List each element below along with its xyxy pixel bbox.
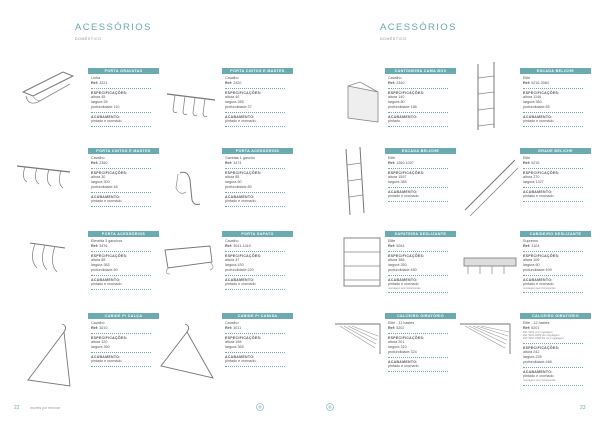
spec-value: largura 80 [388,99,405,104]
divider [225,168,285,169]
product-card [385,313,456,374]
divider [388,187,448,188]
ref-label: Ref: [225,80,234,85]
divider [523,251,583,252]
product-line: Eleveita 3 ganchos [91,239,123,243]
product-line: Elite [388,156,396,160]
finish-label: ACABAMENTO: [388,359,418,364]
product-line: Elite [523,76,531,80]
spec-value: altura 47 [225,258,240,263]
finish-value: pintado e cromado [91,119,122,124]
spec-value: altura 388 [388,258,405,263]
spec-value: altura 242 [523,350,540,355]
divider [91,168,151,169]
finish-value: pintado e cromado [523,119,554,124]
sliding-shoe-rack-image [338,232,388,292]
right-page [300,0,600,425]
shirt-hanger-image [155,320,220,390]
product-card [88,148,159,209]
divider [225,88,285,89]
finish-value: pintado e cromado [388,282,419,287]
spec-value: profundidade 65 [523,104,550,109]
ref-label: Ref: [523,160,532,165]
spec-label: ESPECIFICAÇÕES: [388,253,425,258]
spec-value: altura 120 [91,340,108,345]
spec-label: ESPECIFICAÇÕES: [225,253,262,258]
product-card [222,313,293,369]
divider [225,251,285,252]
product-header: CANTONEIRA CAMA BOX [385,68,456,74]
brand-logo [255,402,265,412]
page-number: 22 [14,405,20,411]
product-ref: Ref: 5264 [388,243,405,248]
product-line: Gavetas 1 gancho [225,156,255,160]
spec-value: largura 350 [91,344,110,349]
product-header: SAPATEIRA DESLIZANTE [385,231,456,237]
product-line: Elite [388,239,396,243]
ref-label: Ref: [523,243,532,248]
product-card [385,68,456,129]
finish-value: montagem sem ferramentas [523,286,556,290]
product-header: GRADE BELICHE [520,148,591,154]
divider [523,88,583,89]
spec-value: profundidade 37 [225,104,252,109]
divider [523,126,583,127]
spec-value: altura 201 [388,340,405,345]
shoe-rack-image [160,240,218,278]
product-header: CABIDE P/ CALÇA [88,313,159,319]
product-line: Supremo [523,239,538,243]
finish-label: ACABAMENTO: [523,189,553,194]
product-header: CABIDEIRO DESLIZANTE [520,231,591,237]
divider [225,126,285,127]
product-header: CALCEIRO GIRATÓRIO [520,313,591,319]
divider [225,366,285,367]
finish-label: ACABAMENTO: [388,114,418,119]
divider [225,289,285,290]
product-card [385,231,456,295]
product-card [88,68,159,129]
finish-value: pintado e cromado [225,119,256,124]
page-subtitle: DOMÉSTICO [380,37,407,41]
finish-value: pintado e cromado [91,359,122,364]
spec-value: profundidade 220 [225,267,254,272]
spec-value: largura 300 [91,179,110,184]
spec-value: largura 383 [91,262,110,267]
spec-value: profundidade 80 [91,267,118,272]
belt-hooks-image [15,160,75,195]
product-card [385,148,456,204]
product-line: Cavalho [91,321,105,325]
product-card [520,231,591,295]
product-header: ESCADA BELICHE [385,148,456,154]
product-ref: Ref: 3104 [523,243,540,248]
ref-label: Ref: [388,325,397,330]
finish-label: ACABAMENTO: [225,354,255,359]
divider [91,275,151,276]
divider [523,343,583,344]
finish-value: pintado e cromado [523,282,554,287]
product-header: CALCEIRO GIRATÓRIO [385,313,456,319]
spec-value: profundidade 468 [523,360,552,364]
spec-value: profundidade 110 [91,104,120,109]
divider [388,201,448,202]
footer-text: moveis por renovar [30,406,60,410]
product-ref: Ref: 5202 [388,325,405,330]
spec-label: ESPECIFICAÇÕES: [523,170,560,175]
product-ref: Ref: 5216-3984 [523,80,549,85]
ref-label: Ref: [523,325,532,330]
finish-label: ACABAMENTO: [388,277,418,282]
spec-value: largura 60 [225,179,242,184]
spec-value: altura 45 [91,95,106,100]
tie-rack-image [18,62,78,112]
product-card [520,148,591,204]
spec-value: largura 1327 [523,179,544,184]
spec-value: altura 1146 [523,95,542,100]
product-line: Elite [523,156,531,160]
spec-value: profundidade 46 [91,184,118,189]
divider [91,333,151,334]
ref-label: Ref: [388,243,397,248]
divider [225,112,285,113]
finish-value: pintado e cromado [388,194,419,199]
finish-label: ACABAMENTO: [523,114,553,119]
product-ref: Ref: 2420 [225,80,242,85]
divider [91,289,151,290]
product-header: PORTA SAPATO [222,231,293,237]
sliding-hanger-image [460,250,520,280]
finish-label: ACABAMENTO: [388,189,418,194]
spec-value: largura 310 [388,344,407,349]
spec-label: ESPECIFICAÇÕES: [225,335,262,340]
product-line: Elite - 12 hastes [523,321,550,325]
product-card [222,148,293,209]
product-line: Linha [91,76,101,80]
divider [91,366,151,367]
divider [388,357,448,358]
product-ref: Ref: 3221 [91,80,108,85]
divider [523,292,583,293]
spec-value: altura 85 [225,175,240,180]
spec-value: largura 365 [225,344,244,349]
spec-value: altura 198 [225,340,242,345]
product-card [88,313,159,369]
finish-label: ACABAMENTO: [225,194,255,199]
divider [388,126,448,127]
ref-label: Ref: [388,80,397,85]
divider [225,352,285,353]
divider [91,126,151,127]
spec-value: profundidade 80 [225,184,252,189]
finish-value: pintado e cromado [523,194,554,199]
divider [388,88,448,89]
spec-value: profundidade 324 [388,349,417,354]
product-ref: Ref: 3010 [91,325,108,330]
divider [225,192,285,193]
product-header: PORTA CINTOS E MASTES [88,148,159,154]
divider [523,385,583,386]
product-ref-extra: Ref: 5201-0405-R2 com regulagem [523,337,564,341]
spec-label: ESPECIFICAÇÕES: [523,253,560,258]
bed-corner-image [340,78,385,128]
product-ref: Ref: 2340 [388,80,405,85]
product-header: PORTA ACESSÓRIOS [88,231,159,237]
spec-value: altura 85 [91,258,106,263]
rotating-pants-rack-image [330,318,390,363]
finish-label: ACABAMENTO: [225,277,255,282]
spec-label: ESPECIFICAÇÕES: [388,90,425,95]
finish-label: ACABAMENTO: [91,354,121,359]
divider [388,251,448,252]
product-card [88,231,159,292]
spec-value: profundidade 168 [388,104,417,109]
finish-label: ACABAMENTO: [91,114,121,119]
divider [388,371,448,372]
spec-label: ESPECIFICAÇÕES: [225,90,262,95]
ref-label: Ref: [91,325,100,330]
divider [225,206,285,207]
divider [91,88,151,89]
spec-value: altura 40 [225,95,240,100]
product-header: CABIDE P/ CAMISA [222,313,293,319]
product-line: Cavalho [225,239,239,243]
finish-value: montagem sem ferramentas [523,379,556,383]
page-subtitle: DOMÉSTICO [75,37,102,41]
bunk-ladder-2-image [340,145,370,220]
spec-label: ESPECIFICAÇÕES: [388,170,425,175]
product-card [520,68,591,129]
divider [523,168,583,169]
divider [388,168,448,169]
product-header: PORTA GRAVATAS [88,68,159,74]
finish-value: montagem sem ferramentas [388,286,421,290]
rotating-pants-rack-2-image [455,318,520,363]
spec-value: largura 380 [523,99,542,104]
accessory-hook-image [168,168,208,208]
bunk-ladder-image [470,60,505,135]
page-number: 23 [580,405,586,411]
divider [225,333,285,334]
finish-label: ACABAMENTO: [523,369,553,374]
divider [523,367,583,368]
spec-value: largura 350 [388,262,407,267]
spec-label: ESPECIFICAÇÕES: [388,335,425,340]
finish-label: ACABAMENTO: [91,194,121,199]
product-line: Cavalho [91,156,105,160]
ref-label: Ref: [225,325,234,330]
divider [225,275,285,276]
spec-label: ESPECIFICAÇÕES: [91,90,128,95]
spec-value: profundidade 450 [388,267,417,272]
spec-label: ESPECIFICAÇÕES: [91,170,128,175]
bunk-rail-image [460,150,520,220]
product-ref: Ref: 3474 [225,160,242,165]
belt-rack-image [165,88,220,123]
ref-label: Ref: [91,80,100,85]
product-header: PORTA ACESSÓRIOS [222,148,293,154]
product-ref: Ref: 1260-1007 [388,160,414,165]
pants-hanger-image [18,320,78,390]
divider [523,201,583,202]
product-card [222,68,293,129]
product-line: Cavalho [225,321,239,325]
finish-value: pintado e cromado [523,374,554,379]
divider [388,333,448,334]
spec-value: largura 430 [225,262,244,267]
divider [388,275,448,276]
product-card [520,313,591,388]
spec-value: altura 30 [91,175,106,180]
divider [91,251,151,252]
ref-label: Ref: [225,160,234,165]
divider [523,112,583,113]
spec-label: ESPECIFICAÇÕES: [225,170,262,175]
spec-value: largura 285 [225,99,244,104]
spec-value: altura 140 [388,95,405,100]
product-ref: Ref: 3041-1410 [225,243,251,248]
spec-value: profundidade 409 [523,267,552,272]
spec-label: ESPECIFICAÇÕES: [91,253,128,258]
divider [91,352,151,353]
divider [91,112,151,113]
page-title: ACESSÓRIOS [380,22,457,33]
spec-value: largura 385 [388,179,407,184]
product-line: Cavalho [225,76,239,80]
product-line: Cavalho [388,76,402,80]
product-ref-extra: Ref: 5201-0405 sem regulagem [523,334,560,337]
finish-value: pintado e cromado [91,199,122,204]
ref-label: Ref: [91,243,100,248]
finish-label: ACABAMENTO: [523,277,553,282]
divider [523,187,583,188]
product-ref: Ref: 5215 [523,160,540,165]
divider [388,292,448,293]
divider [388,112,448,113]
spec-value: largura 235 [523,355,542,360]
spec-value: altura 1597 [388,175,407,180]
product-ref: Ref: 3011 [225,325,242,330]
ref-label: Ref: [523,80,532,85]
spec-value: altura 106 [523,258,540,263]
finish-value: pintado e cromado [225,282,256,287]
product-ref: Ref: 2350 [91,160,108,165]
finish-value: pintado [388,119,401,124]
ref-label: Ref: [91,160,100,165]
product-header: ESCADA BELICHE [520,68,591,74]
product-ref: Ref: 3476 [91,243,108,248]
finish-label: ACABAMENTO: [91,277,121,282]
product-ref: Ref: 5201 [523,325,540,330]
ref-label: Ref: [225,243,234,248]
spec-label: ESPECIFICAÇÕES: [91,335,128,340]
divider [523,275,583,276]
accessory-rack-image [25,238,70,278]
finish-value: pintado e cromado [388,364,419,369]
product-header: PORTA CINTOS E MASTES [222,68,293,74]
brand-logo [325,402,335,412]
spec-label: ESPECIFICAÇÕES: [523,345,560,350]
finish-label: ACABAMENTO: [225,114,255,119]
spec-value: largura 60 [523,262,540,267]
page-title: ACESSÓRIOS [75,22,152,33]
spec-value: altura 270 [523,175,540,180]
divider [91,206,151,207]
divider [91,192,151,193]
product-card [222,231,293,292]
ref-label: Ref: [388,160,397,165]
finish-value: pintado e cromado [225,199,256,204]
finish-value: pintado e cromado [225,359,256,364]
product-line: Elite - 11 hastes [388,321,415,325]
spec-label: ESPECIFICAÇÕES: [523,90,560,95]
product-ref-extra: Ref: 5201 com regulagem [523,330,553,334]
spec-value: largura 26 [91,99,108,104]
finish-value: pintado e cromado [91,282,122,287]
